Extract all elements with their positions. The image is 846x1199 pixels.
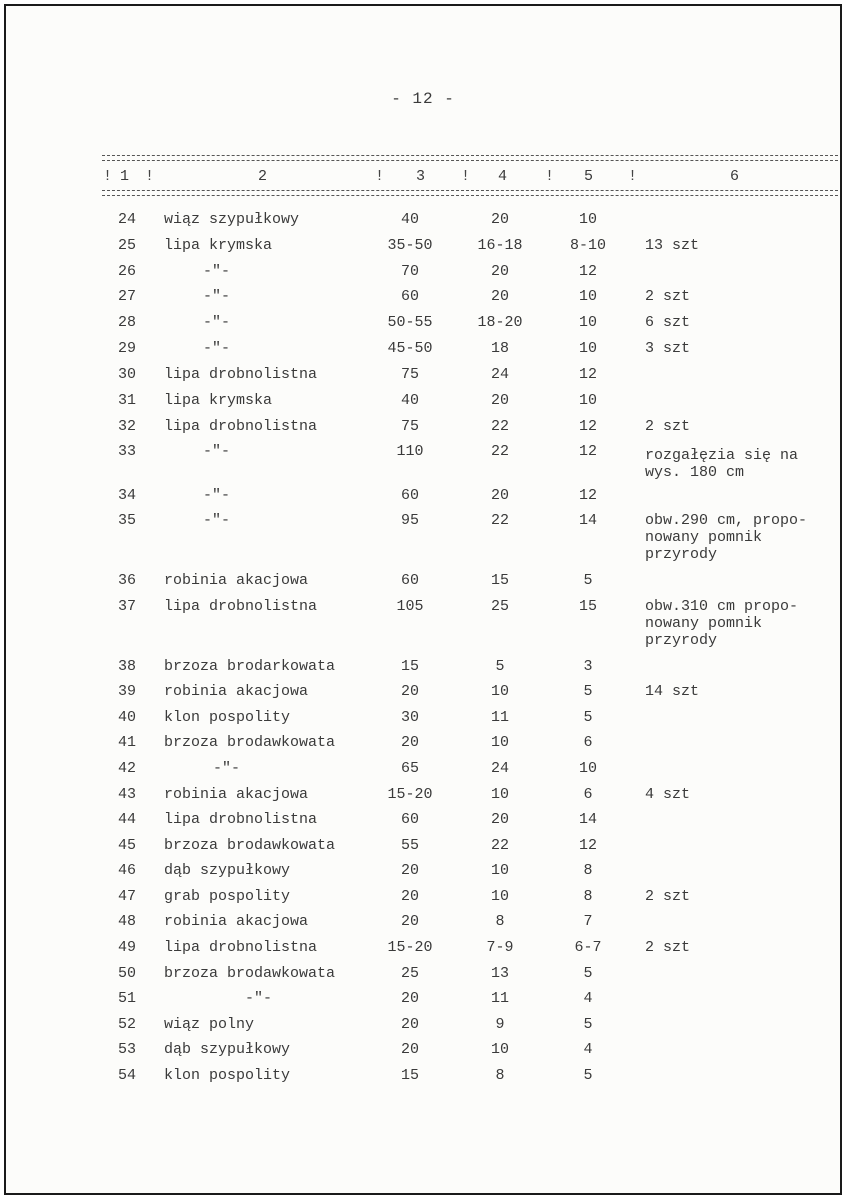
cell-col-3: 20 xyxy=(400,888,419,905)
cell-col-3: 30 xyxy=(400,709,419,726)
tree-species: lipa krymska xyxy=(164,392,273,409)
column-header-4: 4 xyxy=(498,168,508,185)
row-number: 49 xyxy=(117,939,136,956)
cell-col-4: 22 xyxy=(490,512,509,529)
cell-col-3: 40 xyxy=(400,392,419,409)
cell-col-3: 75 xyxy=(400,418,419,435)
cell-col-4: 11 xyxy=(490,990,509,1007)
tree-species: lipa drobnolistna xyxy=(164,366,318,383)
table-header-rule xyxy=(102,190,838,196)
cell-col-4: 18-20 xyxy=(477,314,523,331)
tree-species: brzoza brodawkowata xyxy=(164,837,336,854)
tree-species: wiąz szypułkowy xyxy=(164,211,300,228)
tree-species: klon pospolity xyxy=(164,709,291,726)
cell-col-5: 10 xyxy=(578,760,597,777)
cell-col-3: 15-20 xyxy=(387,786,433,803)
row-number: 26 xyxy=(117,263,136,280)
tree-species: dąb szypułkowy xyxy=(164,862,291,879)
cell-col-5: 14 xyxy=(578,811,597,828)
row-number: 34 xyxy=(117,487,136,504)
cell-col-5: 8 xyxy=(583,888,593,905)
row-number: 48 xyxy=(117,913,136,930)
cell-col-3: 15 xyxy=(400,1067,419,1084)
cell-note: 2 szt xyxy=(645,288,691,305)
row-number: 38 xyxy=(117,658,136,675)
cell-col-4: 22 xyxy=(490,443,509,460)
cell-col-3: 65 xyxy=(400,760,419,777)
cell-col-3: 20 xyxy=(400,862,419,879)
cell-col-5: 12 xyxy=(578,366,597,383)
row-number: 39 xyxy=(117,683,136,700)
cell-col-5: 7 xyxy=(583,913,593,930)
cell-col-4: 18 xyxy=(490,340,509,357)
row-number: 29 xyxy=(117,340,136,357)
cell-col-3: 20 xyxy=(400,1041,419,1058)
cell-col-4: 10 xyxy=(490,888,509,905)
cell-col-3: 95 xyxy=(400,512,419,529)
cell-col-5: 3 xyxy=(583,658,593,675)
row-number: 52 xyxy=(117,1016,136,1033)
cell-col-3: 55 xyxy=(400,837,419,854)
cell-col-4: 25 xyxy=(490,598,509,615)
cell-col-3: 35-50 xyxy=(387,237,433,254)
tree-species: lipa drobnolistna xyxy=(164,598,318,615)
cell-col-5: 8 xyxy=(583,862,593,879)
tree-species: wiąz polny xyxy=(164,1016,255,1033)
cell-col-3: 20 xyxy=(400,1016,419,1033)
cell-col-3: 15-20 xyxy=(387,939,433,956)
column-header-6: 6 xyxy=(730,168,740,185)
column-separator: ! xyxy=(461,168,471,185)
tree-species: brzoza brodawkowata xyxy=(164,734,336,751)
cell-col-4: 20 xyxy=(490,392,509,409)
cell-col-5: 6 xyxy=(583,734,593,751)
cell-col-5: 8-10 xyxy=(569,237,606,254)
cell-col-5: 10 xyxy=(578,340,597,357)
cell-col-3: 60 xyxy=(400,487,419,504)
cell-note: 3 szt xyxy=(645,340,691,357)
cell-col-5: 15 xyxy=(578,598,597,615)
cell-note: obw.290 cm, propo- nowany pomnik przyrody xyxy=(645,512,808,563)
cell-col-3: 25 xyxy=(400,965,419,982)
page-number: - 12 - xyxy=(391,90,455,108)
tree-species: lipa drobnolistna xyxy=(164,939,318,956)
tree-species: -"- xyxy=(203,340,231,357)
tree-species: -"- xyxy=(245,990,273,1007)
column-separator: ! xyxy=(145,168,155,185)
cell-col-3: 105 xyxy=(396,598,424,615)
tree-species: -"- xyxy=(203,487,231,504)
cell-col-4: 22 xyxy=(490,418,509,435)
row-number: 51 xyxy=(117,990,136,1007)
cell-col-4: 10 xyxy=(490,683,509,700)
cell-col-5: 4 xyxy=(583,990,593,1007)
cell-col-5: 5 xyxy=(583,683,593,700)
cell-col-5: 14 xyxy=(578,512,597,529)
cell-col-4: 9 xyxy=(495,1016,505,1033)
cell-col-4: 20 xyxy=(490,487,509,504)
cell-col-4: 10 xyxy=(490,786,509,803)
cell-col-3: 40 xyxy=(400,211,419,228)
column-separator: ! xyxy=(628,168,638,185)
tree-species: robinia akacjowa xyxy=(164,572,309,589)
row-number: 28 xyxy=(117,314,136,331)
cell-col-4: 16-18 xyxy=(477,237,523,254)
cell-col-5: 10 xyxy=(578,288,597,305)
cell-col-3: 20 xyxy=(400,990,419,1007)
column-header-1: 1 xyxy=(120,168,130,185)
tree-species: brzoza brodawkowata xyxy=(164,965,336,982)
tree-species: brzoza brodarkowata xyxy=(164,658,336,675)
row-number: 24 xyxy=(117,211,136,228)
cell-col-3: 20 xyxy=(400,683,419,700)
cell-col-4: 8 xyxy=(495,1067,505,1084)
tree-species: lipa drobnolistna xyxy=(164,811,318,828)
cell-note: obw.310 cm propo- nowany pomnik przyrody xyxy=(645,598,799,649)
cell-col-5: 5 xyxy=(583,1016,593,1033)
row-number: 50 xyxy=(117,965,136,982)
tree-species: grab pospolity xyxy=(164,888,291,905)
cell-col-5: 5 xyxy=(583,965,593,982)
cell-col-4: 22 xyxy=(490,837,509,854)
tree-species: robinia akacjowa xyxy=(164,683,309,700)
cell-col-3: 50-55 xyxy=(387,314,433,331)
cell-col-4: 10 xyxy=(490,862,509,879)
row-number: 35 xyxy=(117,512,136,529)
cell-col-5: 12 xyxy=(578,263,597,280)
tree-species: dąb szypułkowy xyxy=(164,1041,291,1058)
cell-col-5: 12 xyxy=(578,443,597,460)
cell-note: 14 szt xyxy=(645,683,700,700)
row-number: 40 xyxy=(117,709,136,726)
table-top-rule xyxy=(102,155,838,161)
row-number: 43 xyxy=(117,786,136,803)
cell-col-5: 5 xyxy=(583,709,593,726)
cell-col-5: 6 xyxy=(583,786,593,803)
cell-col-4: 10 xyxy=(490,734,509,751)
column-separator: ! xyxy=(545,168,555,185)
row-number: 54 xyxy=(117,1067,136,1084)
row-number: 27 xyxy=(117,288,136,305)
tree-species: lipa krymska xyxy=(164,237,273,254)
cell-col-3: 60 xyxy=(400,288,419,305)
cell-note: 2 szt xyxy=(645,888,691,905)
tree-species: -"- xyxy=(203,512,231,529)
row-number: 45 xyxy=(117,837,136,854)
row-number: 46 xyxy=(117,862,136,879)
row-number: 31 xyxy=(117,392,136,409)
row-number: 32 xyxy=(117,418,136,435)
cell-col-4: 7-9 xyxy=(486,939,514,956)
row-number: 30 xyxy=(117,366,136,383)
row-number: 25 xyxy=(117,237,136,254)
cell-col-4: 15 xyxy=(490,572,509,589)
cell-col-5: 10 xyxy=(578,314,597,331)
cell-col-4: 20 xyxy=(490,263,509,280)
cell-col-3: 60 xyxy=(400,572,419,589)
cell-note: 13 szt xyxy=(645,237,700,254)
tree-species: -"- xyxy=(203,314,231,331)
cell-col-5: 6-7 xyxy=(574,939,602,956)
cell-col-4: 20 xyxy=(490,211,509,228)
cell-col-4: 10 xyxy=(490,1041,509,1058)
cell-note: 2 szt xyxy=(645,418,691,435)
row-number: 36 xyxy=(117,572,136,589)
row-number: 44 xyxy=(117,811,136,828)
cell-col-3: 45-50 xyxy=(387,340,433,357)
cell-col-3: 110 xyxy=(396,443,424,460)
column-separator: ! xyxy=(103,168,113,185)
row-number: 37 xyxy=(117,598,136,615)
row-number: 47 xyxy=(117,888,136,905)
cell-note: 4 szt xyxy=(645,786,691,803)
column-separator: ! xyxy=(375,168,385,185)
cell-note: 6 szt xyxy=(645,314,691,331)
tree-species: -"- xyxy=(203,263,231,280)
column-header-2: 2 xyxy=(258,168,268,185)
cell-col-3: 70 xyxy=(400,263,419,280)
cell-col-5: 10 xyxy=(578,211,597,228)
cell-col-3: 20 xyxy=(400,913,419,930)
cell-col-4: 24 xyxy=(490,366,509,383)
cell-note: rozgałęzia się na wys. 180 cm xyxy=(645,447,799,481)
cell-col-5: 12 xyxy=(578,487,597,504)
cell-col-5: 12 xyxy=(578,418,597,435)
cell-col-5: 12 xyxy=(578,837,597,854)
cell-col-5: 4 xyxy=(583,1041,593,1058)
cell-note: 2 szt xyxy=(645,939,691,956)
cell-col-3: 15 xyxy=(400,658,419,675)
row-number: 42 xyxy=(117,760,136,777)
column-header-3: 3 xyxy=(416,168,426,185)
tree-species: -"- xyxy=(213,760,241,777)
cell-col-5: 10 xyxy=(578,392,597,409)
cell-col-4: 11 xyxy=(490,709,509,726)
row-number: 41 xyxy=(117,734,136,751)
cell-col-5: 5 xyxy=(583,1067,593,1084)
cell-col-4: 8 xyxy=(495,913,505,930)
cell-col-4: 24 xyxy=(490,760,509,777)
tree-species: robinia akacjowa xyxy=(164,786,309,803)
table-header xyxy=(0,168,846,186)
tree-species: -"- xyxy=(203,288,231,305)
tree-species: -"- xyxy=(203,443,231,460)
cell-col-4: 20 xyxy=(490,811,509,828)
tree-species: klon pospolity xyxy=(164,1067,291,1084)
cell-col-3: 75 xyxy=(400,366,419,383)
cell-col-4: 13 xyxy=(490,965,509,982)
cell-col-3: 60 xyxy=(400,811,419,828)
column-header-5: 5 xyxy=(584,168,594,185)
row-number: 53 xyxy=(117,1041,136,1058)
cell-col-3: 20 xyxy=(400,734,419,751)
tree-species: robinia akacjowa xyxy=(164,913,309,930)
cell-col-4: 20 xyxy=(490,288,509,305)
row-number: 33 xyxy=(117,443,136,460)
tree-species: lipa drobnolistna xyxy=(164,418,318,435)
cell-col-4: 5 xyxy=(495,658,505,675)
cell-col-5: 5 xyxy=(583,572,593,589)
